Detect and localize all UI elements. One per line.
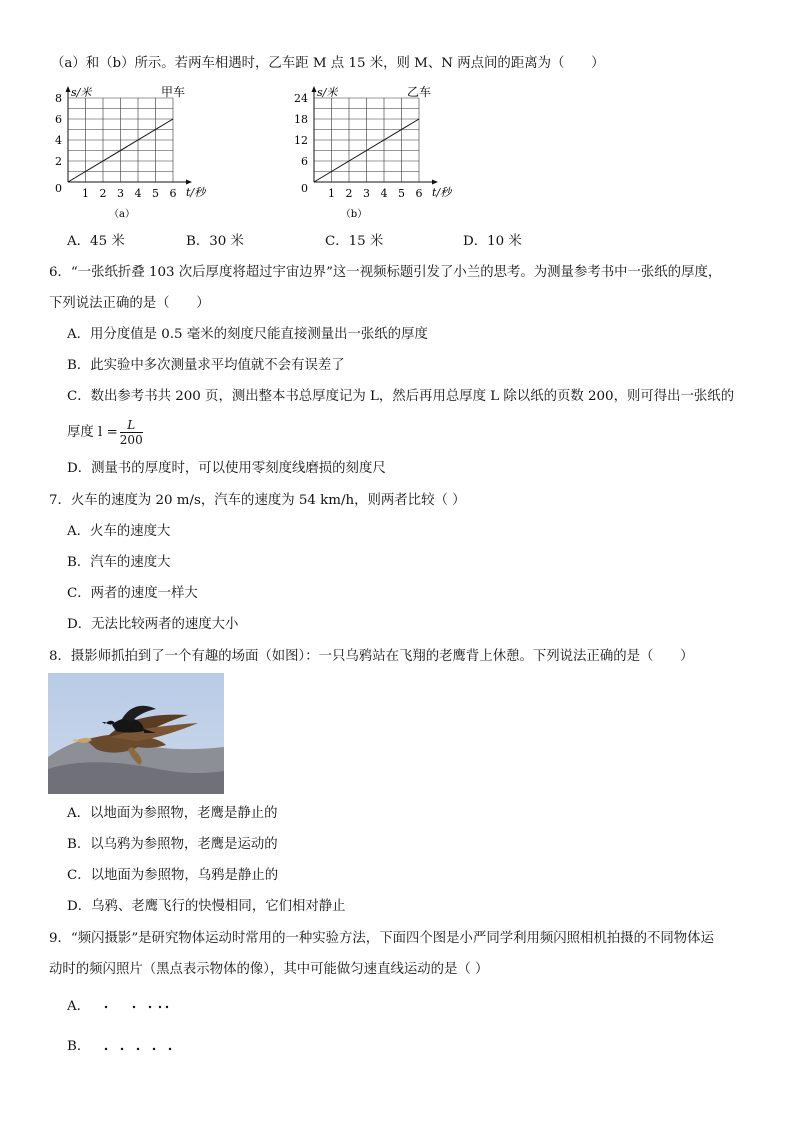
graph-b — [286, 82, 466, 222]
graph-a-xtick: 3 — [117, 187, 124, 200]
q5-option-a: A．45 米 — [67, 234, 125, 249]
fraction-numerator: L — [120, 418, 143, 433]
q6-option-c-line2 — [67, 418, 143, 448]
flash-dot — [169, 1048, 171, 1050]
q6-option-b: B．此实验中多次测量求平均值就不会有误差了 — [67, 358, 345, 373]
q9-option-a-label: A． — [67, 999, 91, 1014]
flash-dot — [121, 1048, 123, 1050]
graph-a-xtick: 2 — [99, 187, 107, 200]
q7-stem: 7．火车的速度为 20 m/s，汽车的速度为 54 km/h，则两者比较（ ） — [49, 493, 466, 508]
graph-a-x-arrow — [186, 180, 192, 185]
graph-b-ytick: 24 — [294, 92, 308, 105]
q6-option-d: D．测量书的厚度时，可以使用零刻度线磨损的刻度尺 — [67, 461, 386, 476]
q5-option-c: C．15 米 — [325, 234, 384, 249]
eagle-crow-illustration — [48, 673, 224, 794]
graph-a-xlabel: t/秒 — [186, 186, 206, 199]
graph-a-xtick: 5 — [152, 187, 159, 200]
graph-a-ytick: 8 — [55, 92, 62, 105]
q6-option-c-line1: C．数出参考书共 200 页，测出整本书总厚度记为 L，然后再用总厚度 L 除以纸的页数 200，则可得出一张纸的 — [67, 389, 735, 404]
graph-a-ytick: 4 — [55, 134, 62, 147]
fraction — [120, 418, 143, 447]
flash-dot — [105, 1048, 107, 1050]
q8-option-d: D．乌鸦、老鹰飞行的快慢相同，它们相对静止 — [67, 899, 346, 914]
q9-stem-line2: 动时的频闪照片（黑点表示物体的像），其中可能做匀速直线运动的是（ ） — [49, 962, 489, 977]
graph-a-ytick: 2 — [55, 155, 62, 168]
q7-option-d: D．无法比较两者的速度大小 — [67, 617, 239, 632]
flash-dot — [105, 1006, 107, 1008]
flash-dot — [166, 1006, 168, 1008]
fraction-denominator: 200 — [119, 433, 143, 447]
flash-dot — [133, 1006, 135, 1008]
eagle-crow-photo — [48, 673, 224, 794]
graph-b-y-arrow — [312, 86, 317, 92]
graph-b-ytick: 18 — [294, 113, 308, 126]
graph-b-xtick: 1 — [328, 187, 335, 200]
graph-b-xtick: 3 — [363, 187, 370, 200]
q5-option-b: B．30 米 — [186, 234, 244, 249]
graph-a-xtick: 4 — [134, 187, 142, 200]
q8-option-a: A．以地面为参照物，老鹰是静止的 — [67, 806, 278, 821]
flash-dot — [137, 1048, 139, 1050]
graph-a-ylabel: s/米 — [71, 86, 92, 99]
q6-option-a: A．用分度值是 0.5 毫米的刻度尺能直接测量出一张纸的厚度 — [67, 327, 428, 342]
graph-b-xlabel: t/秒 — [432, 186, 452, 199]
q9-option-b-dots — [100, 1038, 190, 1056]
graph-b-caption: （b） — [340, 209, 368, 220]
q5-option-d: D．10 米 — [463, 234, 522, 249]
graph-a-origin: 0 — [55, 182, 62, 195]
graph-a-title: 甲车 — [161, 85, 186, 99]
graph-a-caption: （a） — [109, 209, 135, 220]
graph-a-xtick: 6 — [169, 187, 177, 200]
q9-stem-line1: 9．“频闪摄影”是研究物体运动时常用的一种实验方法，下面四个图是小严同学利用频闪照相机拍摄的不同物体运 — [49, 931, 714, 946]
q7-option-a: A．火车的速度大 — [67, 524, 171, 539]
q6-stem-line1: 6．“一张纸折叠 103 次后厚度将超过宇宙边界”这一视频标题引发了小兰的思考。为测量参考书中一张纸的厚度， — [49, 265, 722, 280]
q5-stem: （a）和（b）所示。若两车相遇时，乙车距 M 点 15 米，则 M、N 两点间的距离为（ ） — [51, 56, 605, 71]
graph-a-y-arrow — [66, 86, 71, 92]
q9-option-a-dots — [100, 998, 190, 1016]
q6-stem-line2: 下列说法正确的是（ ） — [49, 296, 210, 311]
graph-b-grid — [314, 98, 419, 182]
graph-a — [40, 82, 220, 222]
q9-option-b-label: B． — [67, 1039, 91, 1054]
graph-b-xtick: 2 — [345, 187, 353, 200]
graph-b-ytick: 12 — [294, 134, 308, 147]
graph-b-ylabel: s/米 — [317, 86, 338, 99]
flash-dot — [153, 1048, 155, 1050]
graph-b-ytick: 6 — [301, 155, 308, 168]
q6-option-c-prefix: 厚度 l = — [67, 425, 118, 440]
q7-option-c: C．两者的速度一样大 — [67, 586, 198, 601]
graph-b-xtick: 5 — [398, 187, 405, 200]
q8-option-c: C．以地面为参照物，乌鸦是静止的 — [67, 868, 279, 883]
graph-a-grid — [68, 98, 173, 182]
graph-b-origin: 0 — [301, 182, 308, 195]
graph-a-xtick: 1 — [82, 187, 89, 200]
q8-option-b: B．以乌鸦为参照物，老鹰是运动的 — [67, 837, 278, 852]
graph-b-x-arrow — [432, 180, 438, 185]
graph-b-title: 乙车 — [407, 85, 432, 99]
q7-option-b: B．汽车的速度大 — [67, 555, 171, 570]
flash-dot — [149, 1006, 151, 1008]
graph-b-xtick: 6 — [415, 187, 423, 200]
graph-a-ytick: 6 — [55, 113, 62, 126]
graph-b-xtick: 4 — [380, 187, 388, 200]
q8-stem: 8．摄影师抓拍到了一个有趣的场面（如图）：一只乌鸦站在飞翔的老鹰背上休憩。下列说法正确的是（ ） — [49, 649, 694, 664]
flash-dot — [159, 1006, 161, 1008]
